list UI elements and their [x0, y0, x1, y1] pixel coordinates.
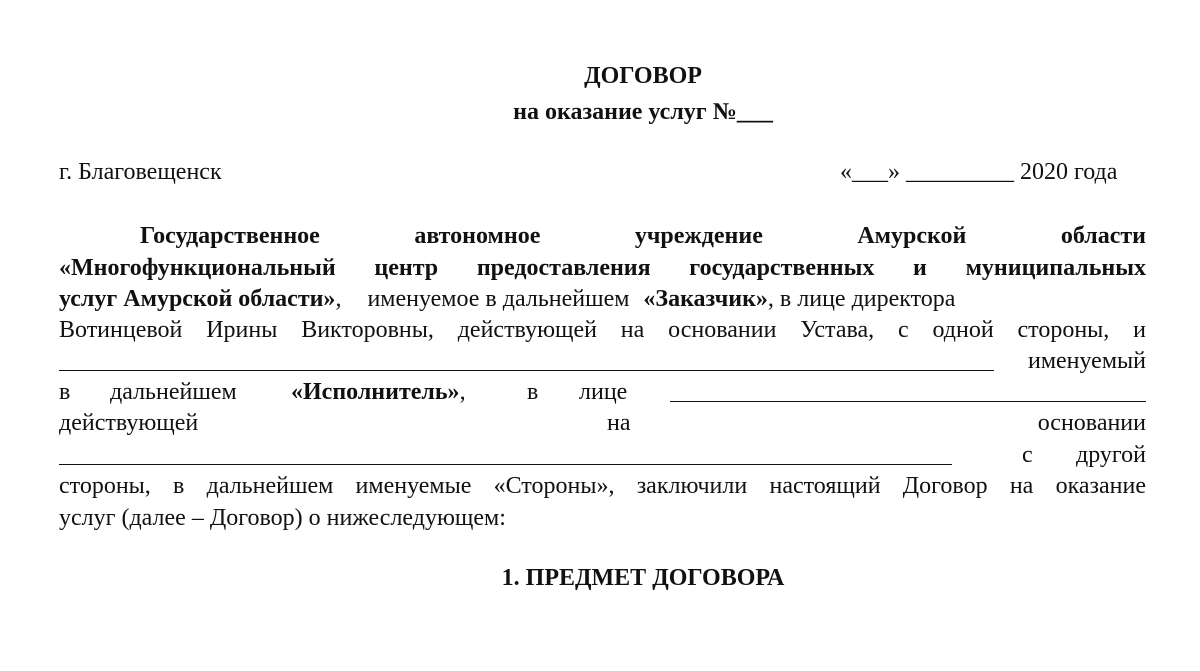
preamble-line-10: услуг (далее – Договор) о нижеследующем:	[59, 505, 506, 531]
contractor-label-wrap	[291, 377, 466, 407]
customer-label: «Заказчик»	[643, 286, 768, 312]
word: лице	[579, 379, 628, 405]
date-line	[840, 157, 1117, 187]
preamble-line-4: Вотинцевой Ирины Викторовны, действующей на основании Устава, с одной стороны, и	[59, 317, 1146, 343]
word: автономное	[414, 223, 541, 249]
contractor-name-blank	[59, 348, 994, 371]
word: учреждение	[634, 223, 763, 249]
document-subtitle	[0, 97, 1200, 127]
text: именуемый	[1027, 348, 1146, 374]
word: в	[527, 379, 539, 405]
text: , в лице директора	[767, 286, 956, 312]
word: другой	[1076, 442, 1146, 468]
title-text: ДОГОВОР	[584, 63, 702, 89]
preamble-line-2: «Многофункциональный центр предоставления государственных и муниципальных	[59, 255, 1146, 281]
comma: ,	[335, 286, 342, 312]
text: на	[607, 410, 631, 436]
word: области	[1060, 223, 1146, 249]
text: основании	[1037, 410, 1146, 436]
text: действующей	[59, 410, 199, 436]
date-year: 2020 года	[1020, 159, 1118, 185]
representative-blank	[670, 379, 1146, 402]
word: в	[59, 379, 71, 405]
preamble-line-1	[140, 221, 1146, 251]
city: г. Благовещенск	[59, 159, 222, 185]
basis-space	[670, 410, 1010, 432]
comma: ,	[459, 379, 466, 405]
date-month-blank: _________	[906, 159, 1014, 185]
date-day-blank: «___»	[840, 159, 900, 185]
customer-name-end: услуг Амурской области»	[59, 286, 336, 312]
preamble-line-9: стороны, в дальнейшем именуемые «Стороны», заключили настоящий Договор на оказание	[59, 473, 1146, 499]
word: Амурской	[857, 223, 967, 249]
basis-blank	[59, 442, 952, 465]
document-title	[0, 61, 1200, 91]
subtitle-text: на оказание услуг №___	[513, 99, 773, 125]
contractor-label: «Исполнитель»	[291, 379, 460, 405]
section-1-heading	[0, 563, 1200, 593]
section-heading-text: 1. ПРЕДМЕТ ДОГОВОРА	[501, 565, 785, 591]
text: именуемое в дальнейшем	[367, 286, 630, 312]
word: Государственное	[140, 223, 320, 249]
preamble-line-3	[59, 284, 1146, 314]
word: дальнейшем	[110, 379, 237, 405]
word: с	[1022, 442, 1033, 468]
